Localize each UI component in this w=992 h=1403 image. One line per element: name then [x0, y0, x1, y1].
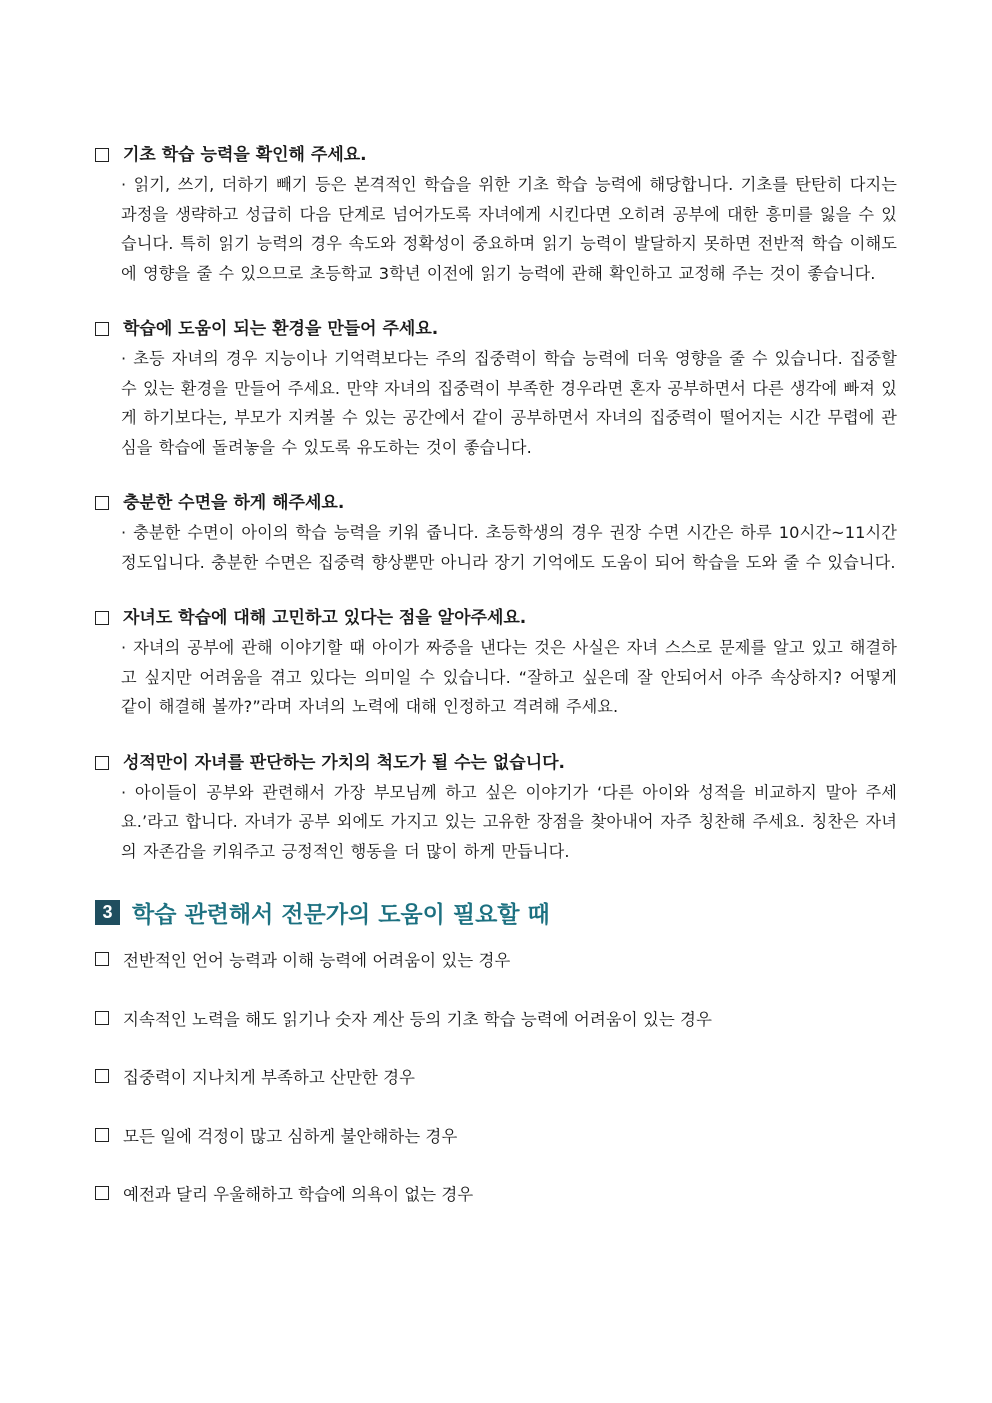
- tip-body: · 자녀의 공부에 관해 이야기할 때 아이가 짜증을 낸다는 것은 사실은 자녀 스스로 문제를 알고 있고 해결하고 싶지만 어려움을 겪고 있다는 의미일 수 있습니다. “잘하고 싶은데 잘 안되어서 아주 속상하지? 어떻게 같이 해결해 볼까?”라며 자녀의 노력에 대해 인정하고 격려해 주세요.: [121, 638, 897, 716]
- case-item: [95, 944, 897, 974]
- checkbox-square-icon: [95, 1186, 109, 1200]
- tip-title-row: [95, 140, 897, 170]
- tip-item: [95, 748, 897, 867]
- tip-item: [95, 314, 897, 462]
- case-text: 지속적인 노력을 해도 읽기나 숫자 계산 등의 기초 학습 능력에 어려움이 있는 경우: [123, 1009, 712, 1029]
- checkbox-square-icon: [95, 756, 109, 770]
- case-item: [95, 1061, 897, 1091]
- tip-item: [95, 140, 897, 288]
- case-item: [95, 1178, 897, 1208]
- checkbox-square-icon: [95, 148, 109, 162]
- tip-body: · 충분한 수면이 아이의 학습 능력을 키워 줍니다. 초등학생의 경우 권장 수면 시간은 하루 10시간~11시간 정도입니다. 충분한 수면은 집중력 향상뿐만 아니라 장기 기억에도 도움이 되어 학습을 도와 줄 수 있습니다.: [121, 523, 897, 572]
- tip-title: 성적만이 자녀를 판단하는 가치의 척도가 될 수는 없습니다.: [123, 752, 566, 773]
- section-number-badge: 3: [95, 900, 120, 925]
- tip-title: 자녀도 학습에 대해 고민하고 있다는 점을 알아주세요.: [123, 608, 527, 628]
- checkbox-square-icon: [95, 1128, 109, 1142]
- tip-item: [95, 488, 897, 577]
- tip-item: [95, 603, 897, 722]
- section-title: 학습 관련해서 전문가의 도움이 필요할 때: [132, 901, 550, 928]
- tip-title-row: [95, 314, 897, 344]
- tip-title-row: [95, 748, 897, 778]
- tip-title: 학습에 도움이 되는 환경을 만들어 주세요.: [123, 319, 439, 339]
- case-list: [95, 944, 897, 1208]
- tip-title-row: [95, 603, 897, 633]
- case-text: 전반적인 언어 능력과 이해 능력에 어려움이 있는 경우: [123, 951, 511, 970]
- tip-body: · 초등 자녀의 경우 지능이나 기억력보다는 주의 집중력이 학습 능력에 더욱 영향을 줄 수 있습니다. 집중할 수 있는 환경을 만들어 주세요. 만약 자녀의 집중력이 부족한 경우라면 혼자 공부하면서 다른 생각에 빠져 있게 하기보다는, 부모가 지켜볼 수 있는 공간에서 같이 공부하면서 자녀의 집중력이 떨어지는 시간 무렵에 관심을 학습에 돌려놓을 수 있도록 유도하는 것이 좋습니다.: [121, 349, 897, 457]
- checkbox-square-icon: [95, 952, 109, 966]
- checkbox-square-icon: [95, 322, 109, 336]
- case-text: 집중력이 지나치게 부족하고 산만한 경우: [123, 1068, 415, 1087]
- tip-title: 충분한 수면을 하게 해주세요.: [123, 493, 345, 513]
- checkbox-square-icon: [95, 496, 109, 510]
- tip-title-row: [95, 488, 897, 518]
- tip-title: 기초 학습 능력을 확인해 주세요.: [123, 145, 367, 165]
- tip-body: · 읽기, 쓰기, 더하기 빼기 등은 본격적인 학습을 위한 기초 학습 능력에 해당합니다. 기초를 탄탄히 다지는 과정을 생략하고 성급히 다음 단계로 넘어가도록 자녀에게 시킨다면 오히려 공부에 대한 흥미를 잃을 수 있습니다. 특히 읽기 능력의 경우 속도와 정확성이 중요하며 읽기 능력이 발달하지 못하면 전반적 학습 이해도에 영향을 줄 수 있으므로 초등학교 3학년 이전에 읽기 능력에 관해 확인하고 교정해 주는 것이 좋습니다.: [121, 175, 897, 283]
- case-text: 예전과 달리 우울해하고 학습에 의욕이 없는 경우: [123, 1185, 474, 1204]
- checkbox-square-icon: [95, 611, 109, 625]
- tip-body: · 아이들이 공부와 관련해서 가장 부모님께 하고 싶은 이야기가 ‘다른 아이와 성적을 비교하지 말아 주세요.’라고 합니다. 자녀가 공부 외에도 가지고 있는 고유한 장점을 찾아내어 자주 칭찬해 주세요. 칭찬은 자녀의 자존감을 키워주고 긍정적인 행동을 더 많이 하게 만듭니다.: [121, 782, 897, 861]
- case-item: [95, 1003, 897, 1033]
- document-page: [95, 140, 897, 1237]
- checkbox-square-icon: [95, 1069, 109, 1083]
- section-heading: [95, 892, 897, 932]
- case-item: [95, 1120, 897, 1150]
- case-text: 모든 일에 걱정이 많고 심하게 불안해하는 경우: [123, 1126, 458, 1146]
- checkbox-square-icon: [95, 1011, 109, 1025]
